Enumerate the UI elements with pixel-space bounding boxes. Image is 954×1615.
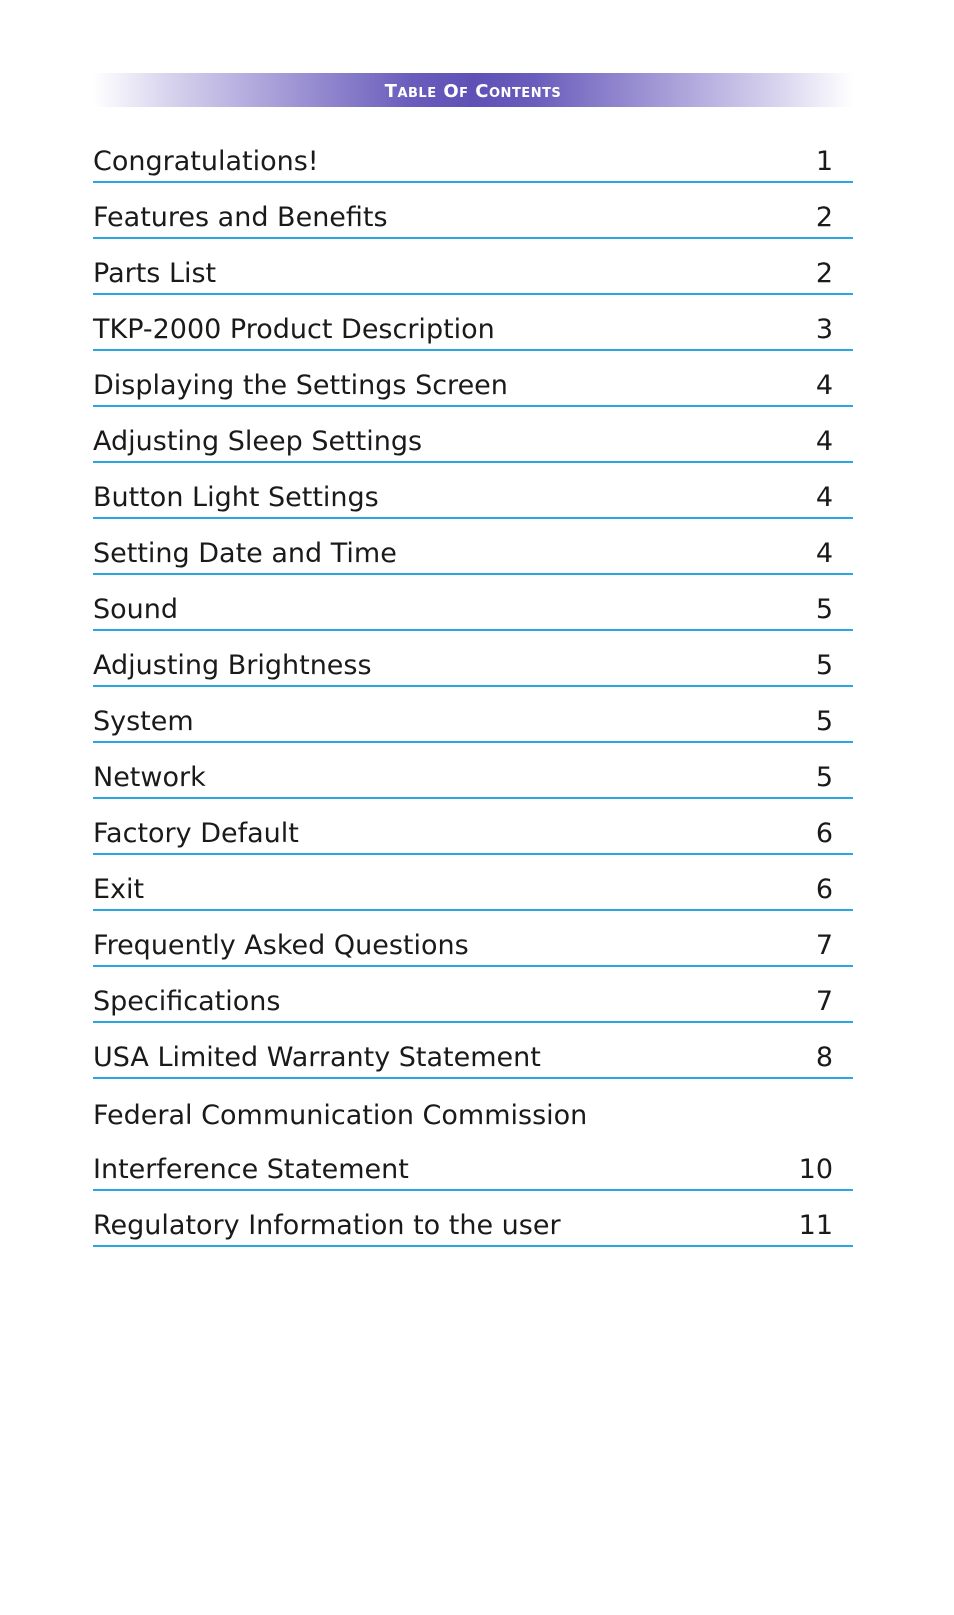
toc-entry-title: Interference Statement xyxy=(93,1154,409,1186)
toc-entry[interactable] xyxy=(93,295,853,351)
toc-entry-page: 2 xyxy=(815,258,833,290)
toc-entry-page: 1 xyxy=(815,146,833,178)
toc-entry-page: 4 xyxy=(815,482,833,514)
page-title: Table Of Contents xyxy=(384,81,562,102)
toc-entry[interactable] xyxy=(93,1135,853,1191)
toc-entry-title: Parts List xyxy=(93,258,217,290)
toc-entry-title: Exit xyxy=(93,874,145,906)
toc-entry-page: 4 xyxy=(815,370,833,402)
toc-entry-title: Features and Benefits xyxy=(93,202,388,234)
toc-entry-title: Adjusting Brightness xyxy=(93,650,372,682)
toc-entry-title: Federal Communication Commission xyxy=(93,1100,588,1132)
toc-entry-page: 5 xyxy=(815,706,833,738)
toc-entry-title: Adjusting Sleep Settings xyxy=(93,426,423,458)
toc-entry-page: 5 xyxy=(815,594,833,626)
toc-entry[interactable] xyxy=(93,575,853,631)
toc-entry[interactable] xyxy=(93,463,853,519)
toc-entry-title: Specifications xyxy=(93,986,281,1018)
toc-entry[interactable] xyxy=(93,183,853,239)
toc-entry[interactable] xyxy=(93,911,853,967)
toc-entry-title: System xyxy=(93,706,194,738)
toc-entry-title: Network xyxy=(93,762,206,794)
toc-entry[interactable] xyxy=(93,855,853,911)
toc-entry-page: 7 xyxy=(815,930,833,962)
toc-entry-title: Button Light Settings xyxy=(93,482,379,514)
toc-entry-title: Sound xyxy=(93,594,179,626)
toc-entry-page: 6 xyxy=(815,874,833,906)
toc-entry-title: Displaying the Settings Screen xyxy=(93,370,508,402)
toc-entry-title: TKP-2000 Product Description xyxy=(93,314,495,346)
toc-entry-page: 5 xyxy=(815,762,833,794)
toc-entry[interactable] xyxy=(93,1191,853,1247)
toc-entry-page: 2 xyxy=(815,202,833,234)
toc-entry-title: USA Limited Warranty Statement xyxy=(93,1042,541,1074)
toc-entry-page: 11 xyxy=(798,1210,833,1242)
toc-entry[interactable] xyxy=(93,631,853,687)
table-of-contents xyxy=(93,133,853,1247)
toc-entry[interactable] xyxy=(93,351,853,407)
toc-entry[interactable] xyxy=(93,799,853,855)
toc-entry-page: 6 xyxy=(815,818,833,850)
toc-entry-page: 8 xyxy=(815,1042,833,1074)
toc-entry-page: 10 xyxy=(798,1154,833,1186)
toc-entry-page: 4 xyxy=(815,538,833,570)
toc-entry-title: Setting Date and Time xyxy=(93,538,397,570)
toc-entry-title: Congratulations! xyxy=(93,146,319,178)
toc-entry[interactable] xyxy=(93,687,853,743)
toc-entry[interactable] xyxy=(93,1023,853,1079)
toc-entry[interactable] xyxy=(93,407,853,463)
toc-entry[interactable] xyxy=(93,743,853,799)
toc-entry-page: 4 xyxy=(815,426,833,458)
toc-entry-title: Regulatory Information to the user xyxy=(93,1210,561,1242)
toc-entry[interactable] xyxy=(93,133,853,183)
toc-entry[interactable] xyxy=(93,967,853,1023)
toc-entry[interactable] xyxy=(93,519,853,575)
toc-entry[interactable] xyxy=(93,239,853,295)
toc-entry-title: Frequently Asked Questions xyxy=(93,930,469,962)
toc-entry-page: 3 xyxy=(815,314,833,346)
header-bar xyxy=(93,73,853,107)
toc-entry-page: 7 xyxy=(815,986,833,1018)
toc-entry-page: 5 xyxy=(815,650,833,682)
toc-entry-continued[interactable] xyxy=(93,1079,853,1135)
toc-entry-title: Factory Default xyxy=(93,818,299,850)
